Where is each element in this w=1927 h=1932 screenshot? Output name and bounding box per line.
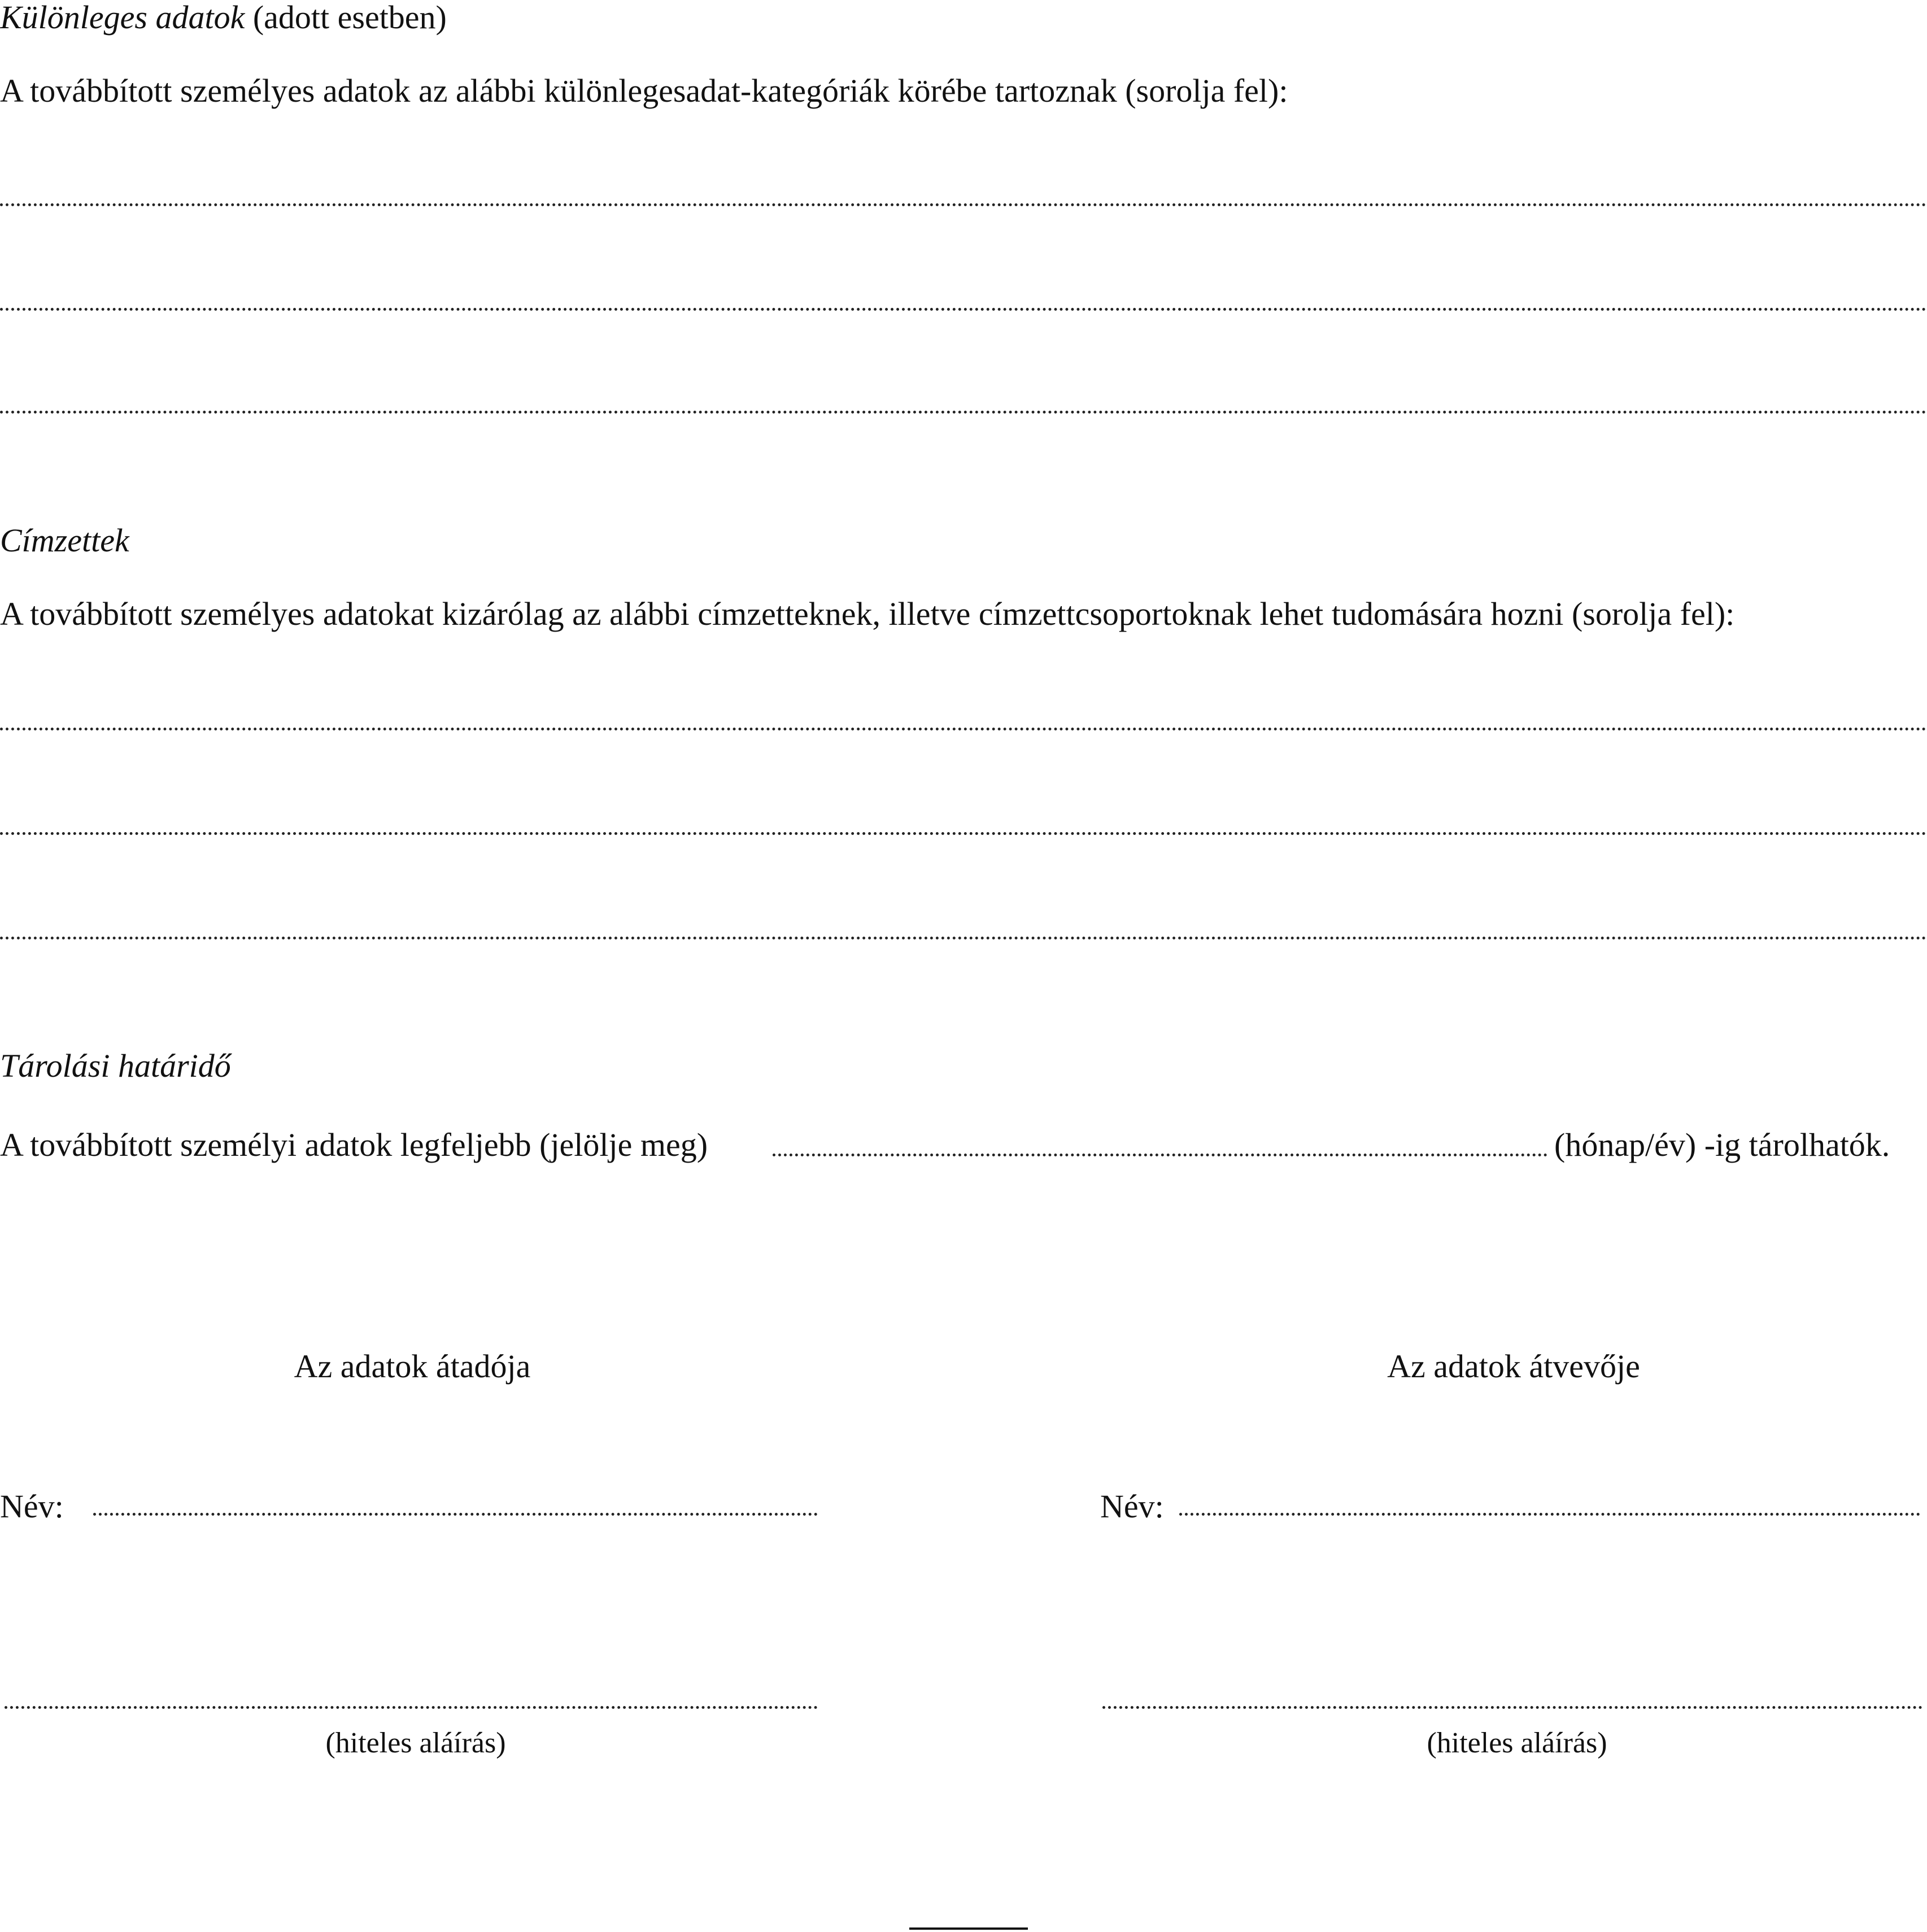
storage-prefix: A továbbított személyi adatok legfeljebb (jelölje meg)	[0, 1126, 708, 1163]
recipients-entry-line-1[interactable]	[0, 728, 1927, 730]
receiver-name-label: Név:	[1100, 1488, 1164, 1525]
recipients-entry-line-3[interactable]	[0, 937, 1927, 939]
special-entry-line-3[interactable]	[0, 411, 1927, 414]
special-heading-note: (adott esetben)	[245, 0, 447, 36]
receiver-title: Az adatok átvevője	[1387, 1348, 1640, 1385]
sender-name-field[interactable]	[93, 1513, 818, 1516]
sender-title: Az adatok átadója	[294, 1348, 531, 1385]
storage-suffix: (hónap/év) -ig tárolhatók.	[1554, 1126, 1890, 1163]
storage-date-field[interactable]	[773, 1154, 1547, 1156]
sender-name-label: Név:	[0, 1488, 64, 1525]
receiver-signature-line[interactable]	[1102, 1706, 1922, 1709]
special-instruction: A továbbított személyes adatok az alábbi különlegesadat-kategóriák körébe tartoznak (sorolja fel):	[0, 72, 1288, 109]
recipients-heading: Címzettek	[0, 522, 129, 559]
recipients-entry-line-2[interactable]	[0, 832, 1927, 835]
storage-heading: Tárolási határidő	[0, 1047, 231, 1084]
special-entry-line-2[interactable]	[0, 308, 1927, 311]
receiver-name-field[interactable]	[1179, 1513, 1920, 1516]
special-heading-title: Különleges adatok	[0, 0, 245, 36]
sender-signature-caption: (hiteles aláírás)	[325, 1727, 506, 1759]
special-entry-line-1[interactable]	[0, 203, 1927, 206]
footnote-separator	[909, 1927, 1028, 1930]
special-heading	[0, 1, 447, 34]
recipients-instruction: A továbbított személyes adatokat kizárólag az alábbi címzetteknek, illetve címzettcsoportoknak lehet tudomására hozni (sorolja fel):	[0, 595, 1735, 632]
receiver-signature-caption: (hiteles aláírás)	[1427, 1727, 1607, 1759]
sender-signature-line[interactable]	[5, 1706, 818, 1709]
